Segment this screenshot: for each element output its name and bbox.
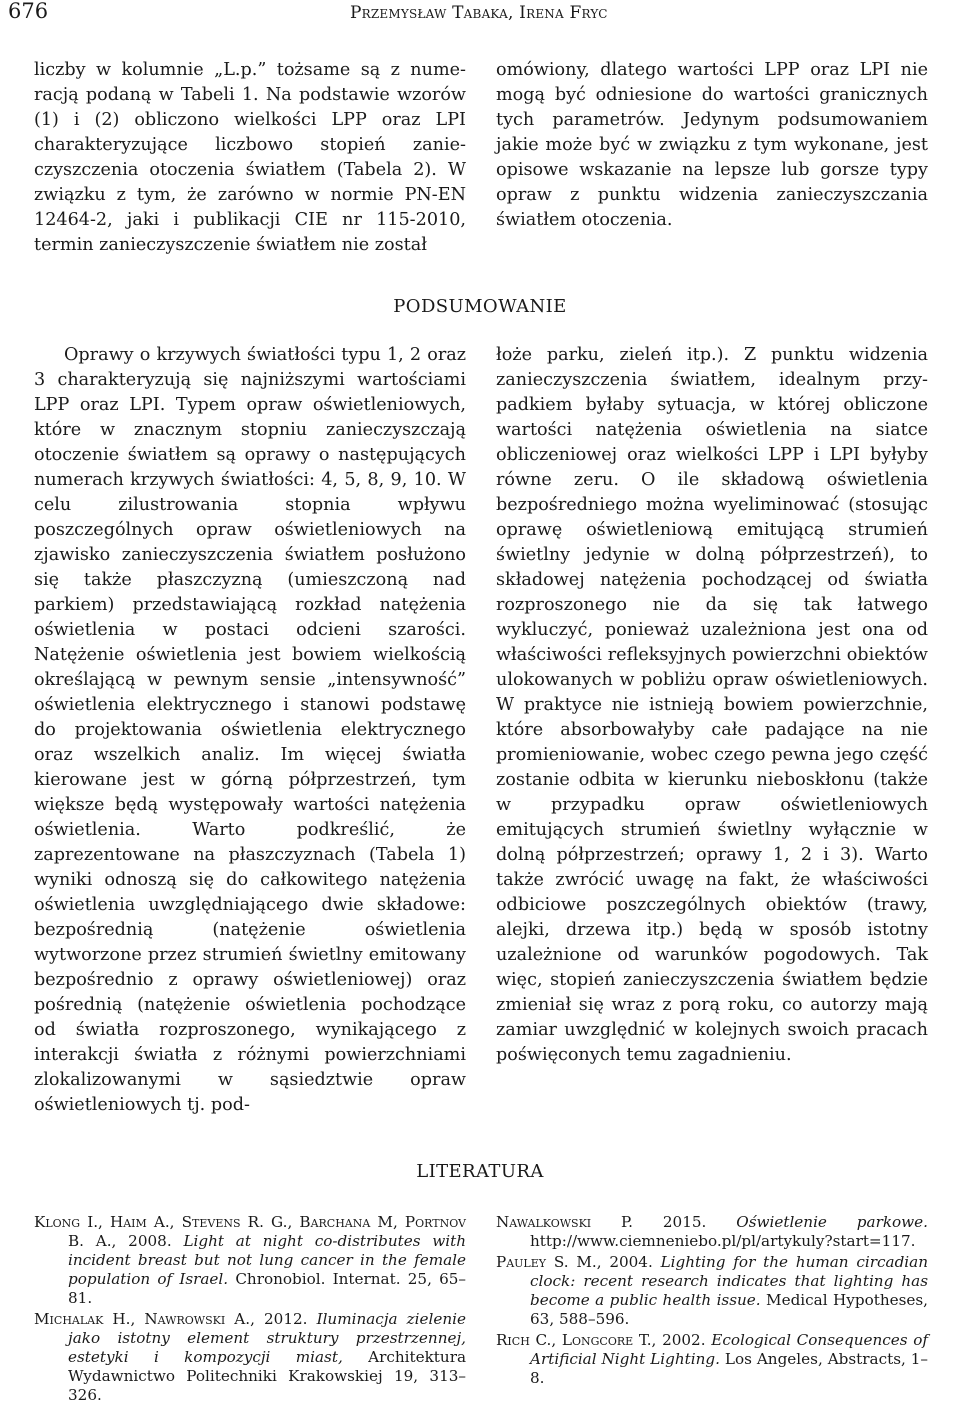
- reference-title: Iluminacja zielenie jako istotny element struktury przestrzennej, estetyki i kompozycji miast,: [68, 1310, 466, 1366]
- reference-authors: Klong I., Haim A., Stevens R. G., Barchana M, Portnov B. A., 2008.: [34, 1213, 466, 1250]
- running-header-authors: Przemysław Tabaka, Irena Fryc: [350, 3, 608, 23]
- page-number: 676: [8, 0, 49, 23]
- paragraph: łoże parku, zieleń itp.). Z punktu widzenia zanieczyszczenia światłem, idealnym przypadkiem byłaby sytuacja, w której obliczone wartości natężenia oświetlenia na siatce obliczeniowej oraz wielkości LPP i LPI byłyby równe zeru. O ile składową oświetlenia bezpośredniego można wyeliminować (stosując oprawę oświetleniową emitującą strumień świetlny jedynie w dolną półprzestrzeń), to składowej natężenia pochodzącej od światła rozproszonego nie da się tak łatwego wykluczyć, ponieważ uzależniona jest ona od właściwości refleksyjnych powierzchni obiektów ulokowanych w pobliżu opraw oświetleniowych. W praktyce nie istnieją bowiem powierzchnie, które absorbowałyby całe padające na nie promieniowanie, wobec czego pewna jego część zostanie odbita w kierunku nieboskłonu (także w przypadku opraw oświetleniowych emitujących strumień świetlny wyłącznie w dolną półprzestrzeń; oprawy 1, 2 i 3). Warto także zwrócić uwagę na fakt, że właściwości odbiciowe poszczególnych obiektów (trawy, alejki, drzewa itp.) będą w sposób istotny uzależnione od warunków pogodowych. Tak więc, stopień zanieczyszczenia światłem będzie zmieniał się wraz z porą roku, co autorzy mają zamiar uwzględnić w kolejnych swoich pracach poświęconych temu zagadnieniu.: [496, 345, 928, 1065]
- reference-item: [34, 1213, 466, 1308]
- text-column-top-right: [496, 58, 928, 233]
- reference-source: Architektura Wydawnictwo Politechniki Krakowskiej 19, 313–326.: [68, 1348, 467, 1404]
- paragraph: Oprawy o krzywych światłości typu 1, 2 oraz 3 charakteryzują się najniższymi wartościami LPP oraz LPI. Typem opraw oświetleniowych, które w znacznym stopniu zanieczyszczają otoczenie światłem są oprawy o następujących numerach krzywych światłości: 4, 5, 8, 9, 10. W celu zilustrowania stopnia wpływu poszczególnych opraw oświetleniowych na zjawisko zanieczyszczenia światłem posłużono się także płaszczyzną (umieszczoną nad parkiem) przedstawiającą rozkład natężenia oświetlenia w postaci odcieni szarości. Natężenie oświetlenia jest bowiem wielkością określającą w pewnym sensie „intensywność” oświetlenia elektrycznego i stanowi podstawę do projektowania oświetlenia elektrycznego oraz wszelkich analiz. Im więcej światła kierowane jest w górną półprzestrzeń, tym większe będą występowały wartości natężenia oświetlenia. Warto podkreślić, że zaprezentowane na płaszczyznach (Tabela 1) wyniki odnoszą się do całkowitego natężenia oświetlenia uwzględniającego dwie składowe: bezpośrednią (natężenie oświetlenia wytworzone przez strumień świetlny emitowany bezpośrednio z oprawy oświetleniowej) oraz pośrednią (natężenie oświetlenia pochodzące od światła rozproszonego, wynikającego z interakcji światła z różnymi powierzchniami zlokalizowanymi w sąsiedztwie opraw oświetleniowych tj. pod-: [34, 345, 466, 1115]
- reference-item: [496, 1253, 928, 1329]
- reference-title: Lighting for the human circadian clock: recent research indicates that lighting has become a public health issue.: [530, 1253, 928, 1309]
- section-heading-literatura: LITERATURA: [416, 1161, 544, 1182]
- reference-authors: Pauley S. M., 2004.: [496, 1253, 653, 1271]
- reference-link[interactable]: http://www.ciemneniebo.pl/pl/artykuly?start=117.: [530, 1232, 916, 1250]
- text-column-top-left: [34, 58, 466, 258]
- paragraph: liczby w kolumnie „L.p.” tożsame są z numeracją podaną w Tabeli 1. Na podstawie wzorów (1) i (2) obliczono wielkości LPP oraz LPI charakteryzujące liczbowo stopień zanieczyszczenia otoczenia światłem (Tabela 2). W związku z tym, że zarówno w normie PN-EN 12464-2, jaki i publikacji CIE nr 115-2010, termin zanieczyszczenie światłem nie został: [34, 60, 466, 255]
- text-column-summary-right: [496, 343, 928, 1068]
- reference-authors: Michalak H., Nawrowski A., 2012.: [34, 1310, 308, 1328]
- reference-authors: Nawalkowski P. 2015.: [496, 1213, 707, 1231]
- reference-authors: Rich C., Longcore T., 2002.: [496, 1331, 706, 1349]
- reference-title: Light at night co-distributes with incident breast but not lung cancer in the female population of Israel.: [68, 1232, 467, 1288]
- reference-source: Los Angeles, Abstracts, 1–8.: [530, 1350, 929, 1387]
- reference-item: [496, 1331, 928, 1388]
- references-left-column: [34, 1213, 466, 1407]
- reference-title: Ecological Consequences of Artificial Night Lighting.: [530, 1331, 928, 1368]
- reference-title: Oświetlenie parkowe.: [736, 1213, 928, 1231]
- text-column-summary-left: [34, 343, 466, 1118]
- reference-source: Chronobiol. Internat. 25, 65–81.: [68, 1270, 467, 1307]
- paragraph: omówiony, dlatego wartości LPP oraz LPI nie mogą być odniesione do wartości granicznych tych parametrów. Jedynym podsumowaniem jakie może być w związku z tym wykonane, jest opisowe wskazanie na lepsze lub gorsze typy opraw z punktu widzenia zanieczyszczania światłem otoczenia.: [496, 60, 928, 230]
- reference-item: [34, 1310, 466, 1405]
- running-header: [8, 0, 952, 28]
- reference-item: [496, 1213, 928, 1251]
- references-right-column: [496, 1213, 928, 1390]
- section-heading-podsumowanie: PODSUMOWANIE: [393, 296, 567, 317]
- reference-source: Medical Hypotheses, 63, 588–596.: [530, 1291, 928, 1328]
